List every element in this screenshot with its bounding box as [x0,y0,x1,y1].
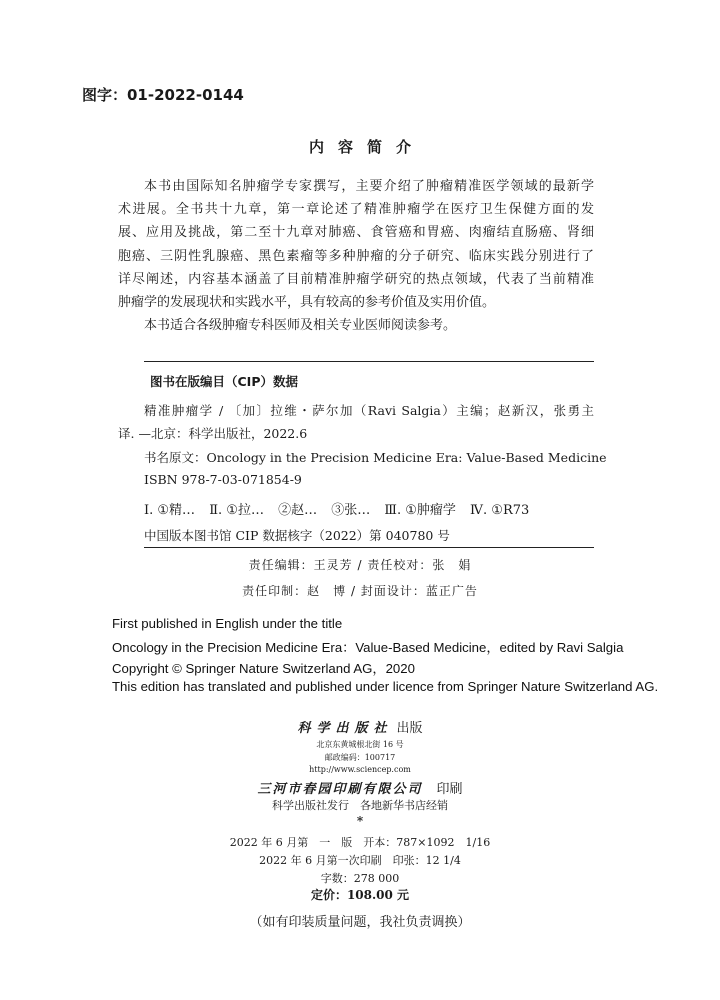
intro-paragraph-line: 详尽阐述，内容基本涵盖了目前精准肿瘤学研究的热点领域，代表了当前精准 [118,271,594,287]
cip-heading: 图书在版编目（CIP）数据 [150,374,298,389]
intro-paragraph-1 [118,175,594,314]
staff-printing-design: 责任印制：赵 博 / 封面设计：蓝正广告 [242,584,478,598]
printer-role: 印刷 [436,782,463,797]
separator-star: * [356,814,364,828]
publisher-role: 出版 [396,721,423,736]
english-line-1: First published in English under the title [112,616,343,631]
price: 定价：108.00 元 [310,888,410,902]
cip-original-title: 书名原文：Oncology in the Precision Medicine Era: Value-Based Medicine [144,450,607,465]
intro-paragraph-line: 肿瘤学的发展现状和实践水平，具有较高的参考价值及实用价值。 [118,295,496,311]
character-count: 字数：278 000 [320,872,400,885]
publisher-zip: 邮政编码：100717 [324,753,396,762]
cip-class-item: Ⅲ. ①肿瘤学 [384,503,456,518]
staff-editors: 责任编辑：王灵芳 / 责任校对：张 娟 [248,558,472,572]
distribution: 科学出版社发行 各地新华书店经销 [272,799,448,812]
english-copyright: Copyright © Springer Nature Switzerland AG，2020 [112,661,415,676]
publisher-line [0,717,720,736]
intro-paragraph-line: 胞癌、三阴性乳腺癌、黑色素瘤等多种肿瘤的分子研究、临床实践分别进行了 [118,248,594,264]
cip-record-number: 中国版本图书馆 CIP 数据核字（2022）第 040780 号 [144,528,450,543]
cip-class-item: Ⅰ. ①精… [144,503,196,518]
english-licence: This edition has translated and published under licence from Springer Nature Switzerland AG. [112,679,659,694]
intro-paragraph-2 [118,314,594,337]
english-line-2: Oncology in the Precision Medicine Era：Value-Based Medicine，edited by Ravi Salgia [112,640,624,655]
cip-title-line: 精准肿瘤学 / 〔加〕拉维・萨尔加（Ravi Salgia）主编；赵新汉，张勇主 [144,403,594,418]
intro-paragraph-line: 展、应用及挑战，第二至十九章对肺癌、食管癌和胃癌、肉瘤结直肠癌、肾细 [118,225,594,241]
cip-isbn: ISBN 978-7-03-071854-9 [144,472,302,487]
cip-class-item: ③张… [331,503,371,518]
printer-name: 三河市春园印刷有限公司 [257,782,423,797]
cip-class-item: ②赵… [278,503,318,518]
publisher-name: 科学出版社 [297,721,393,736]
intro-paragraph-line: 本书由国际知名肿瘤学专家撰写，主要介绍了肿瘤精准医学领域的最新学 [144,179,594,194]
printer-line [0,778,720,797]
publisher-website: http://www.sciencep.com [309,765,411,774]
publisher-address: 北京东黄城根北街 16 号 [316,740,404,749]
cip-bottom-rule [144,547,594,548]
cip-classification [144,499,539,518]
cip-class-item: Ⅳ. ①R73 [470,503,530,518]
printing-line: 2022 年 6 月第一次印刷 印张：12 1/4 [259,854,461,867]
intro-body [118,175,594,337]
intro-title: 内容简介 [308,138,425,156]
cip-publisher-line: 译. —北京：科学出版社，2022.6 [118,426,308,441]
cip-top-rule [144,361,594,362]
quality-notice: （如有印装质量问题，我社负责调换） [249,915,471,930]
intro-paragraph-line: 术进展。全书共十九章，第一章论述了精准肿瘤学在医疗卫生保健方面的发 [118,202,594,218]
registration-number: 图字：01-2022-0144 [82,86,244,104]
cip-class-item: Ⅱ. ①拉… [209,503,264,518]
edition-line: 2022 年 6 月第 一 版 开本：787×1092 1/16 [229,836,491,849]
intro-paragraph-2-text: 本书适合各级肿瘤专科医师及相关专业医师阅读参考。 [144,318,457,334]
